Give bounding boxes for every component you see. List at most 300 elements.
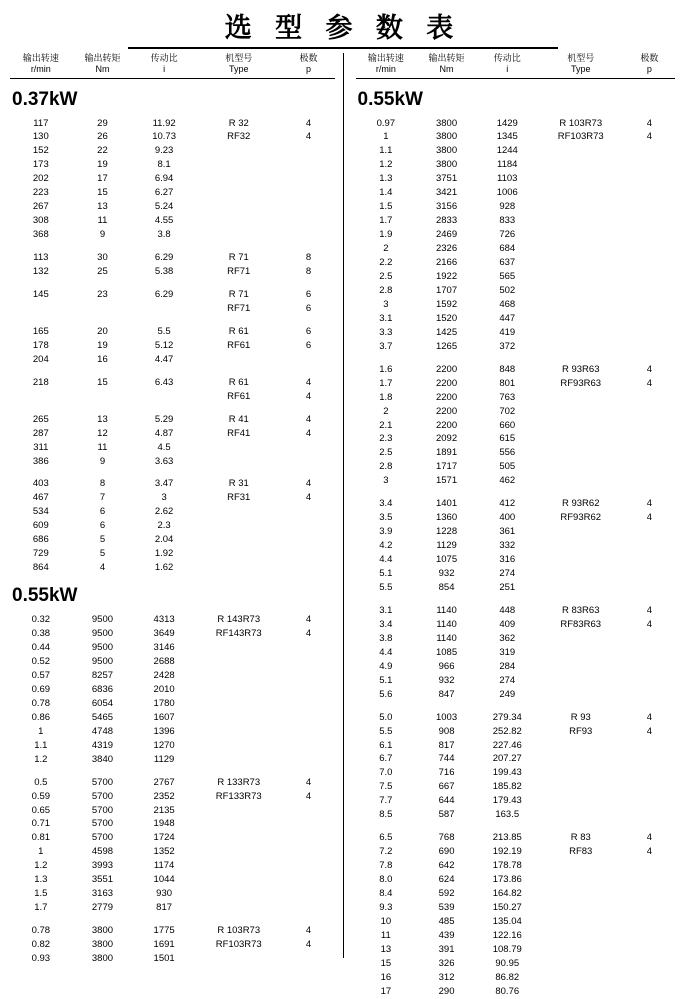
- cell-output-torque: 3421: [435, 187, 458, 199]
- cell-type: [538, 460, 624, 474]
- cell-type: [538, 432, 624, 446]
- group-spacer: [10, 404, 335, 413]
- cell-type: [195, 158, 283, 172]
- cell-output-torque: 908: [438, 725, 455, 737]
- cell-type: R 83R63: [561, 604, 600, 616]
- cell-type: [538, 674, 624, 688]
- table-row: [356, 985, 676, 999]
- cell-ratio: 2.04: [154, 534, 174, 546]
- cell-ratio: 1724: [153, 832, 175, 844]
- spacer-cell: [356, 702, 676, 711]
- table-row: [10, 390, 335, 404]
- cell-output-torque: 23: [97, 288, 108, 300]
- table-row: [356, 766, 676, 780]
- cell-type: [538, 808, 624, 822]
- cell-type: [195, 817, 283, 831]
- cell-poles: [283, 952, 335, 966]
- cell-ratio: 5.5: [157, 325, 171, 337]
- cell-type: [195, 697, 283, 711]
- cell-output-speed: 609: [32, 520, 49, 532]
- cell-output-speed: 117: [33, 117, 49, 129]
- parameter-table: [10, 117, 335, 576]
- cell-output-speed: 3.3: [379, 326, 393, 338]
- cell-output-speed: 267: [32, 201, 49, 213]
- cell-type: [195, 887, 283, 901]
- cell-type: R 143R73: [217, 614, 261, 626]
- cell-ratio: 3146: [153, 642, 175, 654]
- cell-poles: 8: [305, 266, 312, 278]
- cell-type: [195, 172, 283, 186]
- cell-output-torque: 6836: [91, 683, 114, 695]
- cell-poles: 4: [646, 377, 653, 389]
- cell-output-speed: 7.2: [379, 846, 393, 858]
- cell-output-speed: 3.9: [379, 526, 393, 538]
- table-row: [356, 474, 676, 488]
- table-row: [356, 752, 676, 766]
- cell-type: [195, 533, 283, 547]
- cell-poles: [624, 553, 675, 567]
- spacer-cell: [356, 488, 676, 497]
- cell-output-speed: 113: [33, 252, 49, 264]
- cell-ratio: 4.5: [157, 441, 171, 453]
- cell-output-speed: 4.2: [379, 540, 393, 552]
- cell-output-torque: 13: [97, 201, 108, 213]
- cell-output-torque: 20: [97, 325, 108, 337]
- left-column: [10, 53, 343, 965]
- cell-poles: [624, 391, 675, 405]
- table-row: [356, 618, 676, 632]
- cell-ratio: 122.16: [492, 929, 522, 941]
- cell-ratio: 1501: [153, 953, 175, 965]
- cell-poles: [283, 655, 335, 669]
- cell-poles: [283, 669, 335, 683]
- cell-type: [538, 581, 624, 595]
- header-unit: Type: [228, 64, 249, 75]
- table-row: [10, 302, 335, 316]
- cell-ratio: 930: [156, 888, 173, 900]
- cell-poles: 4: [646, 117, 653, 129]
- cell-ratio: 447: [499, 312, 516, 324]
- cell-poles: [624, 200, 675, 214]
- cell-output-speed: 13: [380, 943, 392, 955]
- cell-poles: 4: [305, 413, 312, 425]
- cell-output-torque: 29: [97, 117, 108, 129]
- cell-output-speed: 16: [380, 971, 392, 983]
- cell-type: [195, 353, 283, 367]
- cell-type: RF61: [227, 390, 251, 402]
- cell-type: RF103R73: [557, 131, 604, 143]
- cell-output-torque: 667: [438, 781, 455, 793]
- cell-output-torque: 9: [99, 455, 106, 467]
- table-row: [10, 547, 335, 561]
- cell-output-speed: 686: [32, 534, 49, 546]
- table-row: [356, 831, 676, 845]
- cell-output-torque: 17: [97, 173, 108, 185]
- cell-type: R 61: [228, 325, 249, 337]
- cell-output-torque: 7: [99, 492, 106, 504]
- right-header-divider: [356, 78, 676, 79]
- cell-output-torque: 16: [97, 353, 108, 365]
- cell-output-torque: 1228: [435, 526, 458, 538]
- cell-output-torque: 1520: [435, 312, 458, 324]
- cell-poles: [283, 144, 335, 158]
- cell-type: [195, 683, 283, 697]
- cell-output-torque: 13: [97, 413, 108, 425]
- table-columns: [10, 53, 675, 997]
- cell-output-torque: 2833: [435, 215, 458, 227]
- cell-type: [538, 525, 624, 539]
- cell-output-speed: 3.4: [379, 498, 393, 510]
- cell-type: RF93R63: [560, 377, 602, 389]
- table-row: [10, 655, 335, 669]
- cell-ratio: 86.82: [495, 971, 520, 983]
- cell-ratio: 213.85: [492, 832, 522, 844]
- table-row: [10, 325, 335, 339]
- cell-type: [538, 144, 624, 158]
- cell-output-speed: 17: [380, 985, 392, 997]
- cell-ratio: 178.78: [492, 860, 522, 872]
- table-row: [10, 697, 335, 711]
- cell-output-torque: 3156: [435, 201, 458, 213]
- cell-output-speed: 10: [380, 915, 392, 927]
- cell-ratio: 5.38: [154, 266, 174, 278]
- cell-poles: 4: [646, 832, 653, 844]
- cell-output-speed: 223: [32, 187, 49, 199]
- cell-type: [538, 780, 624, 794]
- cell-output-speed: 2.1: [379, 419, 393, 431]
- cell-poles: [624, 270, 675, 284]
- table-row: [10, 613, 335, 627]
- table-row: [356, 405, 676, 419]
- cell-ratio: 8.1: [157, 159, 171, 171]
- header-output-torque: [416, 53, 477, 76]
- cell-output-torque: 439: [438, 929, 455, 941]
- cell-output-speed: 130: [32, 131, 49, 143]
- cell-ratio: 164.82: [492, 888, 522, 900]
- group-spacer: [10, 242, 335, 251]
- cell-type: [195, 186, 283, 200]
- cell-output-speed: 165: [32, 325, 49, 337]
- cell-output-torque: 4748: [91, 725, 114, 737]
- cell-type: [538, 474, 624, 488]
- cell-output-torque: 1140: [436, 604, 457, 616]
- cell-output-torque: 3800: [91, 925, 114, 937]
- cell-ratio: 1352: [153, 846, 175, 858]
- left-column-body: [10, 89, 335, 967]
- table-row: [10, 753, 335, 767]
- table-row: [356, 739, 676, 753]
- cell-poles: 4: [305, 390, 312, 402]
- table-row: [10, 859, 335, 873]
- cell-type: [195, 753, 283, 767]
- cell-poles: 4: [305, 492, 312, 504]
- cell-ratio: 6.27: [154, 187, 174, 199]
- cell-output-torque: [72, 302, 134, 316]
- cell-output-speed: 729: [32, 548, 49, 560]
- cell-output-torque: 1571: [435, 475, 458, 487]
- cell-output-torque: 9500: [91, 656, 114, 667]
- cell-output-torque: 30: [97, 252, 108, 264]
- cell-type: RF71: [227, 302, 251, 314]
- cell-type: [195, 505, 283, 519]
- header-label: 传动比: [150, 53, 178, 63]
- cell-output-torque: 3800: [435, 117, 458, 129]
- cell-type: [538, 766, 624, 780]
- cell-output-speed: 3.4: [379, 618, 393, 630]
- cell-ratio: 763: [499, 391, 516, 403]
- cell-ratio: 565: [499, 270, 516, 282]
- table-row: [10, 790, 335, 804]
- cell-poles: [624, 539, 675, 553]
- cell-poles: 4: [646, 498, 653, 510]
- table-row: [356, 901, 676, 915]
- table-row: [356, 725, 676, 739]
- table-row: [10, 533, 335, 547]
- cell-poles: 4: [646, 846, 653, 858]
- cell-output-speed: 2.8: [379, 284, 393, 296]
- cell-output-speed: [10, 302, 72, 316]
- cell-ratio: 1775: [153, 925, 175, 937]
- cell-type: [538, 794, 624, 808]
- cell-output-torque: 6054: [91, 697, 114, 709]
- cell-output-speed: 1.3: [379, 173, 393, 185]
- cell-output-speed: 1.2: [34, 860, 48, 872]
- cell-output-torque: 11: [97, 215, 108, 227]
- header-unit: i: [163, 64, 166, 75]
- cell-output-speed: 1: [38, 725, 44, 737]
- spacer-cell: [10, 404, 335, 413]
- cell-type: [195, 804, 283, 818]
- cell-type: [538, 256, 624, 270]
- cell-poles: [624, 567, 675, 581]
- cell-poles: [624, 186, 675, 200]
- cell-output-torque: 644: [438, 795, 455, 807]
- cell-type: RF83R63: [560, 618, 602, 630]
- cell-type: R 71: [228, 252, 249, 264]
- table-row: [10, 711, 335, 725]
- cell-ratio: 1184: [497, 159, 518, 171]
- cell-ratio: 6.43: [154, 376, 174, 388]
- cell-output-torque: 25: [97, 266, 108, 278]
- header-label: 输出转速: [22, 53, 59, 63]
- cell-poles: [624, 915, 675, 929]
- header-unit: p: [306, 64, 312, 75]
- cell-output-speed: 1.2: [379, 159, 393, 171]
- group-spacer: [356, 354, 676, 363]
- cell-type: R 32: [228, 117, 249, 129]
- cell-type: RF32: [227, 131, 251, 143]
- cell-output-speed: 2.3: [379, 433, 393, 445]
- cell-ratio: 6.29: [154, 252, 174, 264]
- table-row: [356, 117, 676, 131]
- header-unit: Nm: [95, 64, 110, 75]
- cell-output-torque: 290: [438, 985, 455, 997]
- cell-output-speed: 0.52: [31, 656, 51, 667]
- cell-output-speed: 2.8: [379, 461, 393, 473]
- cell-output-speed: 1.2: [34, 753, 48, 765]
- cell-poles: [624, 901, 675, 915]
- cell-type: [538, 943, 624, 957]
- cell-poles: 4: [646, 363, 653, 375]
- cell-output-torque: 1717: [435, 461, 458, 473]
- cell-output-torque: 854: [438, 582, 455, 593]
- cell-poles: [624, 340, 675, 354]
- cell-poles: [624, 432, 675, 446]
- cell-output-speed: 1.7: [379, 377, 393, 389]
- table-row: [10, 924, 335, 938]
- cell-type: R 93R63: [561, 363, 600, 375]
- cell-poles: 4: [305, 925, 312, 937]
- cell-poles: [283, 533, 335, 547]
- cell-output-torque: 5700: [91, 790, 114, 802]
- cell-type: [538, 172, 624, 186]
- cell-ratio: 1044: [153, 874, 175, 886]
- cell-poles: [283, 186, 335, 200]
- cell-type: [195, 655, 283, 669]
- cell-poles: [624, 228, 675, 242]
- cell-ratio: 1.92: [154, 548, 174, 560]
- cell-type: R 41: [228, 413, 249, 425]
- spacer-cell: [356, 354, 676, 363]
- cell-poles: [283, 697, 335, 711]
- cell-type: [538, 553, 624, 567]
- cell-output-torque: 2469: [435, 229, 458, 241]
- cell-poles: 8: [305, 252, 312, 264]
- table-row: [10, 887, 335, 901]
- cell-output-speed: 4.4: [379, 554, 393, 566]
- group-spacer: [10, 367, 335, 376]
- table-row: [356, 780, 676, 794]
- cell-type: RF93: [569, 725, 593, 737]
- cell-output-speed: 7.5: [379, 781, 393, 793]
- table-row: [356, 312, 676, 326]
- cell-ratio: [133, 302, 195, 316]
- cell-poles: 6: [305, 288, 312, 300]
- table-row: [10, 158, 335, 172]
- cell-type: [538, 326, 624, 340]
- cell-type: [538, 739, 624, 753]
- header-output-torque: [72, 53, 134, 76]
- cell-output-speed: 0.93: [31, 953, 51, 965]
- cell-type: [538, 887, 624, 901]
- cell-output-torque: 768: [438, 832, 455, 844]
- table-row: [356, 200, 676, 214]
- cell-poles: [283, 505, 335, 519]
- cell-type: R 83: [570, 832, 591, 844]
- cell-output-torque: 1140: [436, 632, 457, 644]
- cell-ratio: 412: [499, 498, 516, 510]
- cell-output-torque: 3993: [91, 860, 114, 872]
- cell-poles: [624, 859, 675, 873]
- cell-type: [195, 441, 283, 455]
- header-poles: [283, 53, 335, 76]
- cell-poles: 4: [305, 776, 312, 788]
- cell-poles: [283, 519, 335, 533]
- table-row: [356, 859, 676, 873]
- table-row: [10, 683, 335, 697]
- table-row: [10, 817, 335, 831]
- cell-output-torque: 817: [438, 739, 455, 751]
- table-row: [356, 432, 676, 446]
- cell-ratio: 1244: [496, 145, 518, 157]
- cell-ratio: 502: [499, 284, 516, 296]
- cell-ratio: 5.12: [154, 339, 174, 351]
- cell-ratio: 173.86: [492, 874, 522, 886]
- cell-ratio: 1006: [496, 187, 518, 199]
- cell-output-torque: 312: [438, 971, 455, 983]
- cell-output-torque: 1425: [435, 326, 458, 338]
- cell-type: [538, 391, 624, 405]
- cell-ratio: 928: [499, 201, 516, 213]
- cell-output-torque: 4: [99, 562, 106, 574]
- group-spacer: [10, 279, 335, 288]
- table-row: [356, 340, 676, 354]
- cell-output-speed: 534: [32, 506, 49, 518]
- table-row: [10, 353, 335, 367]
- cell-ratio: 400: [499, 512, 516, 524]
- table-row: [10, 413, 335, 427]
- group-spacer: [356, 488, 676, 497]
- cell-type: RF31: [227, 492, 251, 504]
- table-row: [356, 497, 676, 511]
- title-divider: [128, 47, 558, 49]
- cell-ratio: 448: [499, 604, 516, 616]
- table-row: [10, 477, 335, 491]
- cell-type: [538, 298, 624, 312]
- cell-poles: [283, 158, 335, 172]
- cell-type: RF133R73: [215, 790, 262, 802]
- cell-ratio: 660: [499, 419, 516, 431]
- table-row: [356, 256, 676, 270]
- cell-output-speed: 0.5: [34, 776, 48, 788]
- cell-type: [538, 660, 624, 674]
- table-row: [10, 214, 335, 228]
- cell-output-torque: 485: [438, 915, 455, 927]
- table-row: [10, 186, 335, 200]
- cell-ratio: 2428: [153, 669, 175, 681]
- cell-output-speed: 218: [32, 376, 49, 388]
- cell-ratio: 4313: [153, 614, 175, 626]
- power-rating-heading: 0.55kW: [12, 585, 78, 607]
- cell-output-speed: 6.5: [379, 832, 393, 844]
- cell-output-torque: 5: [99, 534, 106, 546]
- cell-output-speed: 2.5: [379, 270, 393, 282]
- cell-type: [195, 845, 283, 859]
- table-row: [10, 251, 335, 265]
- cell-output-speed: 7.7: [379, 795, 393, 807]
- table-row: [10, 845, 335, 859]
- table-row: [356, 363, 676, 377]
- cell-poles: 6: [305, 302, 312, 314]
- table-row: [356, 130, 676, 144]
- spacer-cell: [10, 316, 335, 325]
- cell-output-speed: 0.97: [376, 117, 396, 129]
- cell-poles: [624, 172, 675, 186]
- group-spacer: [10, 767, 335, 776]
- cell-ratio: 2688: [153, 656, 175, 667]
- table-row: [356, 794, 676, 808]
- cell-poles: [624, 460, 675, 474]
- header-unit: p: [646, 64, 652, 75]
- cell-output-torque: 642: [438, 860, 455, 872]
- cell-output-speed: 6.7: [379, 753, 393, 765]
- header-label: 输出转矩: [84, 53, 121, 63]
- cell-poles: 4: [646, 604, 653, 616]
- cell-ratio: 2352: [153, 790, 175, 802]
- header-label: 传动比: [493, 53, 521, 63]
- cell-output-speed: 204: [32, 353, 49, 365]
- cell-output-speed: 2.5: [379, 447, 393, 459]
